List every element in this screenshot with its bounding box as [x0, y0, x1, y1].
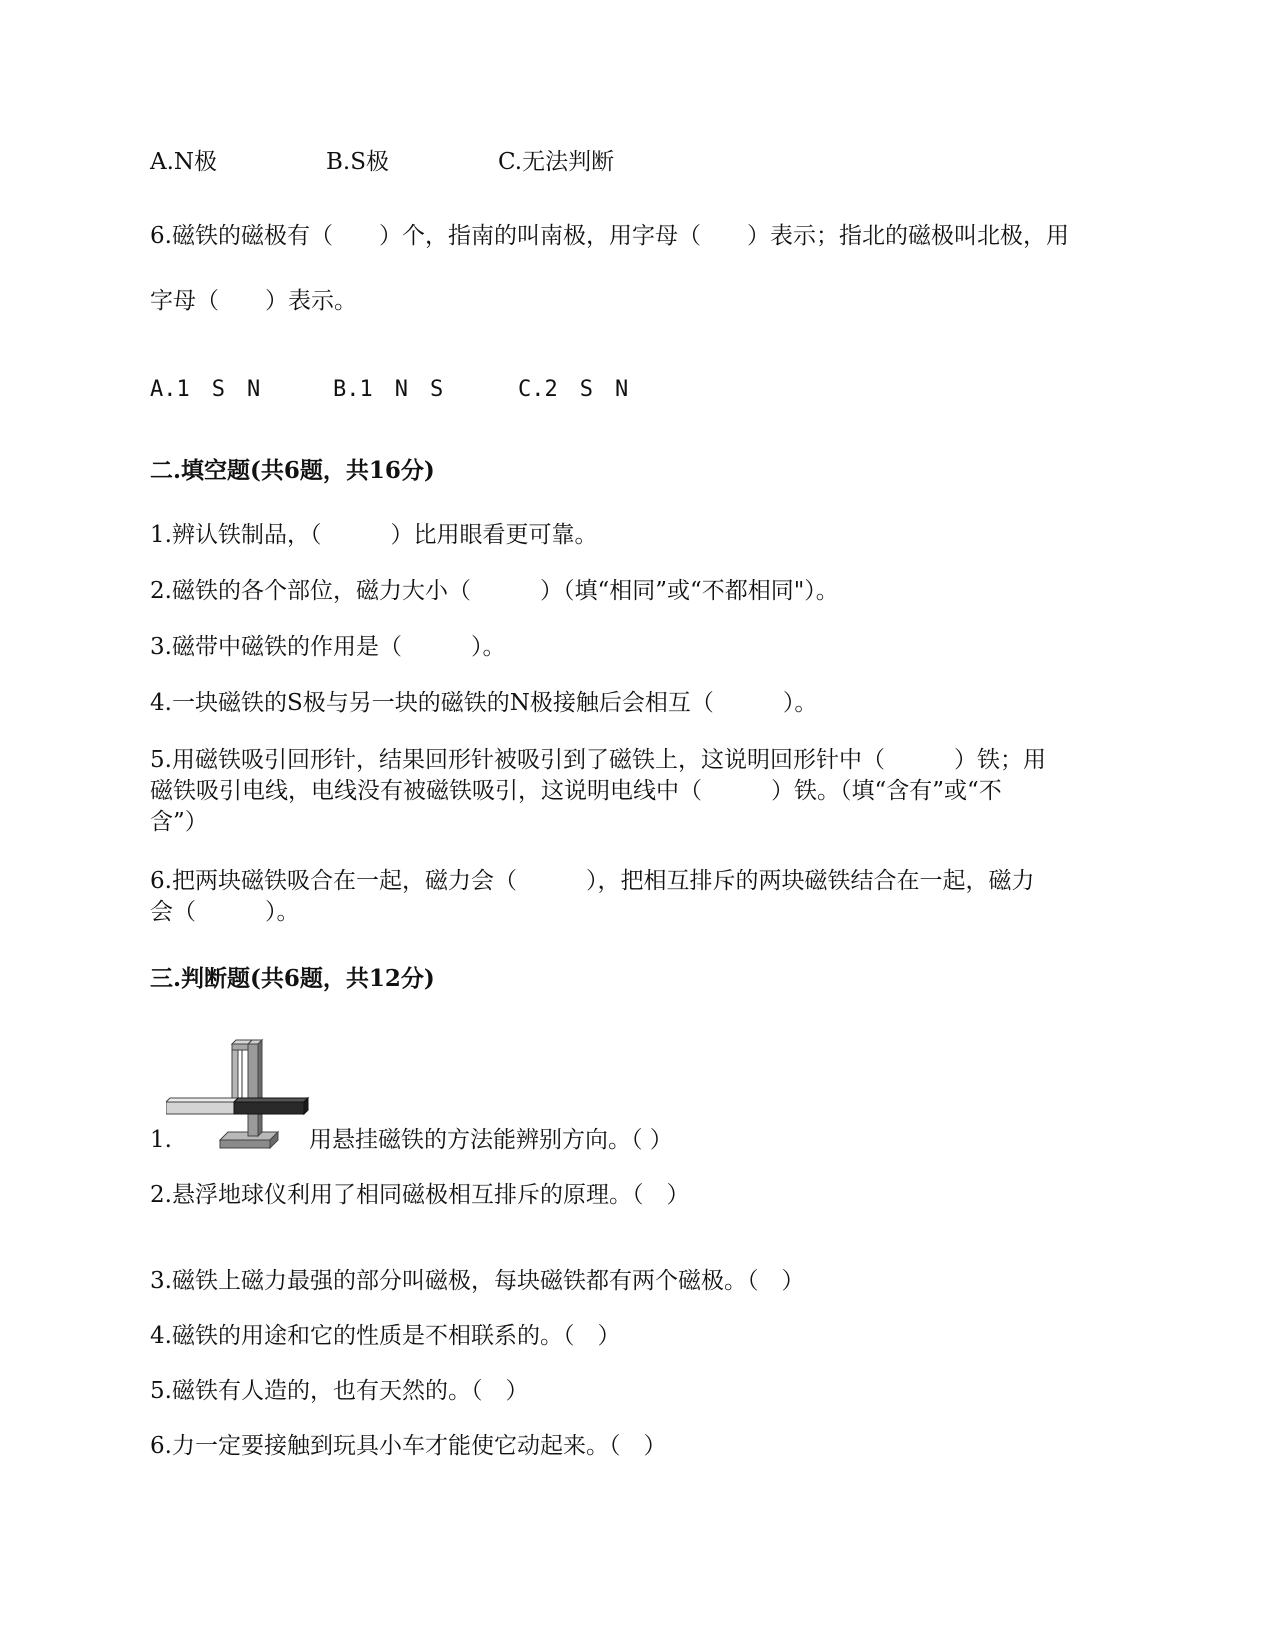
fill-q5-line3: 含”）: [150, 809, 208, 835]
judge-q6: 6.力一定要接触到玩具小车才能使它动起来。（ ）: [150, 1433, 667, 1459]
judge-q4: 4.磁铁的用途和它的性质是不相联系的。（ ）: [150, 1323, 621, 1349]
fill-q5-line1: 5.用磁铁吸引回形针，结果回形针被吸引到了磁铁上，这说明回形针中（ ）铁；用: [150, 747, 1046, 773]
q6-option-c: C.2 S N: [518, 377, 629, 402]
q6-option-a: A.1 S N: [150, 377, 261, 402]
fill-q6-line1: 6.把两块磁铁吸合在一起，磁力会（ ），把相互排斥的两块磁铁结合在一起，磁力: [150, 868, 1035, 894]
fill-q3: 3.磁带中磁铁的作用是（ ）。: [150, 634, 506, 660]
judge-q2: 2.悬浮地球仪利用了相同磁极相互排斥的原理。（ ）: [150, 1182, 690, 1208]
fill-q5-line2: 磁铁吸引电线，电线没有被磁铁吸引，这说明电线中（ ）铁。（填“含有”或“不: [150, 778, 1002, 804]
q5-option-c: C.无法判断: [498, 149, 615, 175]
q6-option-b: B.1 N S: [333, 377, 444, 402]
section2-title: 二.填空题(共6题，共16分): [150, 457, 435, 484]
fill-q1: 1.辨认铁制品，（ ）比用眼看更可靠。: [150, 522, 598, 548]
q5-option-b: B.S极: [326, 149, 389, 175]
q6-text-line1: 6.磁铁的磁极有（ ）个，指南的叫南极，用字母（ ）表示；指北的磁极叫北极，用: [150, 223, 1069, 249]
suspended-magnet-stand-icon: [166, 1036, 314, 1156]
fill-q6-line2: 会（ ）。: [150, 899, 300, 925]
judge-q5: 5.磁铁有人造的，也有天然的。（ ）: [150, 1378, 529, 1404]
q6-text-line2: 字母（ ）表示。: [150, 288, 357, 314]
section3-title: 三.判断题(共6题，共12分): [150, 965, 435, 992]
fill-q4: 4.一块磁铁的S极与另一块的磁铁的N极接触后会相互（ ）。: [150, 690, 818, 716]
judge-q3: 3.磁铁上磁力最强的部分叫磁极，每块磁铁都有两个磁极。（ ）: [150, 1268, 805, 1294]
judge-q1-text: 用悬挂磁铁的方法能辨别方向。（ ）: [309, 1127, 673, 1153]
fill-q2: 2.磁铁的各个部位，磁力大小（ ）（填“相同”或“不都相同"）。: [150, 578, 839, 604]
judge-q1-number: 1.: [150, 1127, 172, 1153]
q5-option-a: A.N极: [150, 149, 218, 175]
